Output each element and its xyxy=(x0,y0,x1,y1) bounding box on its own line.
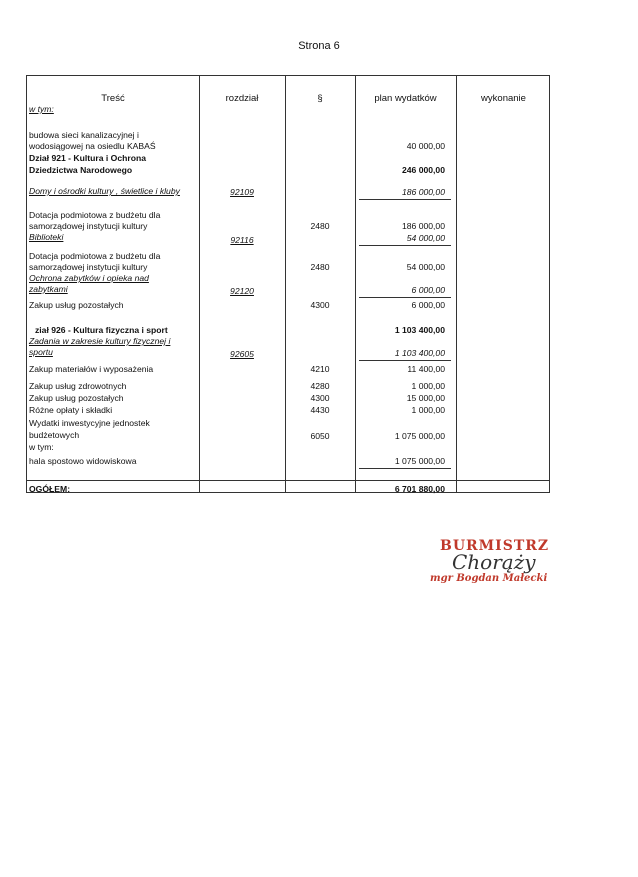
plan-value: 54 000,00 xyxy=(406,262,445,272)
plan-value: 1 000,00 xyxy=(411,381,445,391)
rozdzial-value: 92120 xyxy=(230,286,254,296)
header-plan: plan wydatków xyxy=(374,93,437,104)
section-heading: Dział 921 - Kultura i Ochrona xyxy=(29,153,146,163)
page-title: Strona 6 xyxy=(298,40,340,52)
underline xyxy=(359,297,451,298)
total-label: OGÓŁEM: xyxy=(29,484,71,494)
plan-value: 6 000,00 xyxy=(411,285,445,295)
plan-value: 1 103 400,00 xyxy=(394,348,445,358)
column-divider xyxy=(199,76,200,492)
plan-value: 1 000,00 xyxy=(411,405,445,415)
row-label: Różne opłaty i składki xyxy=(29,405,113,415)
row-label: budowa sieci kanalizacyjnej i xyxy=(29,130,139,140)
underline xyxy=(359,468,451,469)
stamp-name: mgr Bogdan Małecki xyxy=(430,573,548,584)
row-label: Zakup usług pozostałych xyxy=(29,300,124,310)
row-label: sportu xyxy=(29,347,53,357)
row-label: Dotacja podmiotowa z budżetu dla xyxy=(29,210,161,220)
paragraf-value: 4430 xyxy=(310,405,330,415)
underline xyxy=(359,199,451,200)
row-label: Biblioteki xyxy=(29,232,64,242)
row-label: Wydatki inwestycyjne jednostek xyxy=(29,418,150,428)
paragraf-value: 4300 xyxy=(310,393,330,403)
rozdzial-value: 92109 xyxy=(230,187,254,197)
plan-value: 246 000,00 xyxy=(401,165,445,175)
plan-value: 1 075 000,00 xyxy=(394,431,445,441)
row-label: Zadania w zakresie kultury fizycznej i xyxy=(29,336,171,346)
header-paragraf: § xyxy=(317,93,323,104)
row-label: Zakup usług pozostałych xyxy=(29,393,124,403)
rozdzial-value: 92605 xyxy=(230,349,254,359)
row-label: w tym: xyxy=(29,442,54,452)
paragraf-value: 4280 xyxy=(310,381,330,391)
total-value: 6 701 880,00 xyxy=(394,484,445,494)
row-label: Zakup materiałów i wyposażenia xyxy=(29,364,154,374)
column-divider xyxy=(456,76,457,492)
underline xyxy=(359,245,451,246)
section-heading: Dziedzictwa Narodowego xyxy=(29,165,133,175)
row-label: samorządowej instytucji kultury xyxy=(29,262,148,272)
paragraf-value: 2480 xyxy=(310,221,330,231)
plan-value: 54 000,00 xyxy=(406,233,445,243)
paragraf-value: 6050 xyxy=(310,431,330,441)
row-label: Domy i ośrodki kultury , świetlice i kluby xyxy=(29,186,180,196)
row-label: Dotacja podmiotowa z budżetu dla xyxy=(29,251,161,261)
plan-value: 186 000,00 xyxy=(401,187,445,197)
plan-value: 1 103 400,00 xyxy=(394,325,445,335)
header-wykonanie: wykonanie xyxy=(481,93,526,104)
row-label: Ochrona zabytków i opieka nad xyxy=(29,273,149,283)
plan-value: 1 075 000,00 xyxy=(394,456,445,466)
plan-value: 15 000,00 xyxy=(406,393,445,403)
signature: Chorąży xyxy=(452,550,536,574)
row-label: samorządowej instytucji kultury xyxy=(29,221,148,231)
column-divider xyxy=(285,76,286,492)
paragraf-value: 4210 xyxy=(310,364,330,374)
row-label: wodosiągowej na osiedlu KABAŚ xyxy=(29,141,156,151)
paragraf-value: 2480 xyxy=(310,262,330,272)
stamp-title: BURMISTRZ xyxy=(440,538,550,554)
paragraf-value: 4300 xyxy=(310,300,330,310)
row-label: zabytkami xyxy=(29,284,68,294)
row-label: hala spostowo widowiskowa xyxy=(29,456,137,466)
underline xyxy=(359,360,451,361)
row-label: budżetowych xyxy=(29,430,80,440)
header-rozdzial: rozdział xyxy=(225,93,259,104)
total-row-divider xyxy=(27,480,549,481)
column-divider xyxy=(355,76,356,492)
section-heading: ział 926 - Kultura fizyczna i sport xyxy=(35,325,168,335)
row-label: Zakup usług zdrowotnych xyxy=(29,381,127,391)
plan-value: 6 000,00 xyxy=(411,300,445,310)
row-label: w tym: xyxy=(29,104,54,114)
rozdzial-value: 92116 xyxy=(230,235,254,245)
plan-value: 11 400,00 xyxy=(407,364,445,374)
budget-table xyxy=(26,75,550,493)
header-tresc: Treść xyxy=(101,93,125,104)
plan-value: 186 000,00 xyxy=(401,221,445,231)
plan-value: 40 000,00 xyxy=(406,141,445,151)
